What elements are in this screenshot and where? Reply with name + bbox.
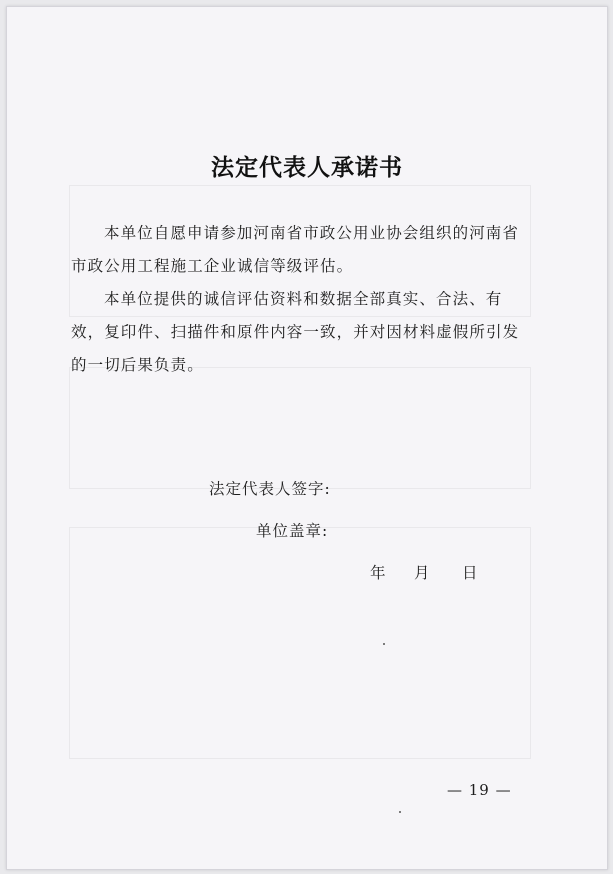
legal-representative-signature-label: 法定代表人签字: bbox=[209, 480, 331, 498]
document-page bbox=[6, 6, 608, 870]
commitment-paragraph-2: 本单位提供的诚信评估资料和数据全部真实、合法、有效，复印件、扫描件和原件内容一致，并对因材料虚假所引发的一切后果负责。 bbox=[71, 290, 520, 374]
scan-speck bbox=[383, 643, 385, 645]
document-title: 法定代表人承诺书 bbox=[211, 154, 403, 181]
date-day-label: 日 bbox=[462, 564, 478, 582]
date-month-label: 月 bbox=[414, 564, 430, 582]
unit-seal-label: 单位盖章: bbox=[256, 522, 329, 540]
commitment-paragraph-1: 本单位自愿申请参加河南省市政公用业协会组织的河南省市政公用工程施工企业诚信等级评估。 bbox=[71, 224, 520, 275]
date-year-label: 年 bbox=[370, 564, 386, 582]
bleed-through-table bbox=[69, 367, 531, 489]
scan-speck bbox=[399, 811, 401, 813]
page-number: — 19 — bbox=[447, 781, 512, 799]
